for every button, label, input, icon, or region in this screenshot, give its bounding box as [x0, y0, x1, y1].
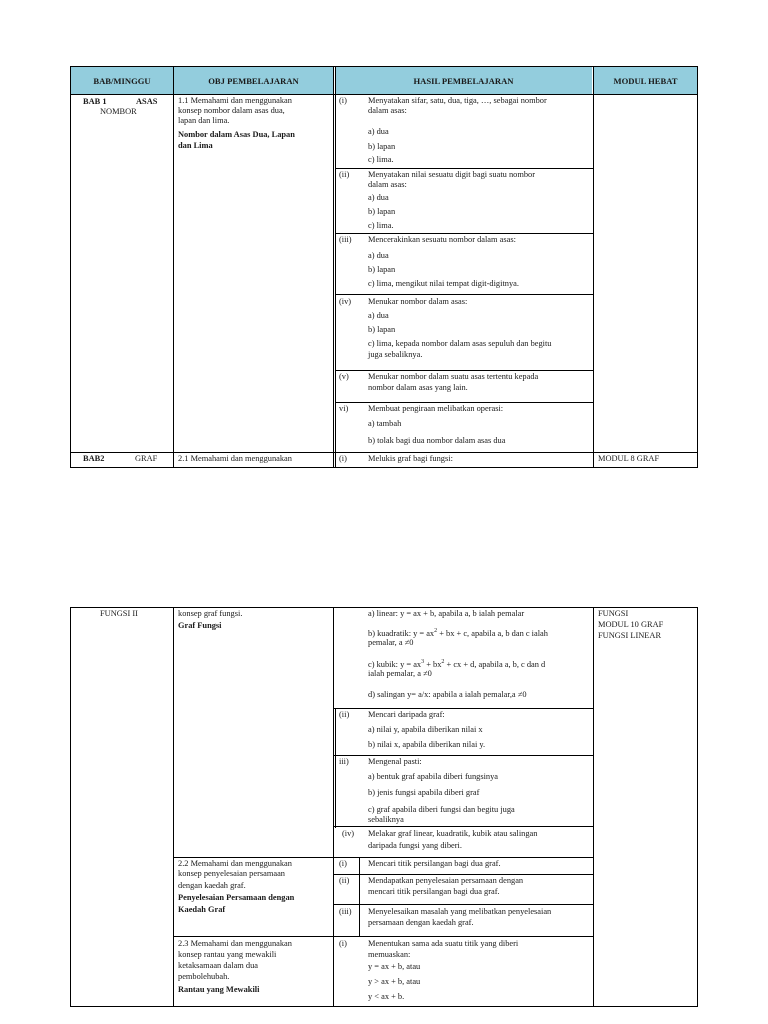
num-col-divider — [335, 708, 336, 828]
outcome-text: b) lapan — [368, 142, 396, 151]
table-border — [697, 66, 698, 468]
header-bab: BAB/MINGGU — [71, 67, 173, 94]
outcome-text: a) dua — [368, 127, 389, 136]
outcome-text: b) lapan — [368, 207, 396, 216]
obj-line: konsep penyelesaian persamaan — [178, 869, 285, 878]
outcome-text: c) lima, mengikut nilai tempat digit-digitnya. — [368, 279, 519, 288]
obj-line: konsep graf fungsi. — [178, 609, 243, 618]
obj-line: konsep rantau yang mewakili — [178, 950, 277, 959]
superscript: 3 — [421, 659, 425, 665]
outcome-number: vi) — [339, 404, 349, 413]
outcome-text: Melakar graf linear, kuadratik, kubik atau salingan — [368, 829, 538, 838]
obj-title: Graf Fungsi — [178, 621, 222, 630]
function-cubic: c) kubik: $y = ax^3 + bx^2$ + cx + d, apabila a, b, c dan d — [368, 659, 546, 669]
obj-title: Rantau yang Mewakili — [178, 985, 260, 994]
table-border — [70, 94, 698, 95]
bab-title: FUNGSI II — [100, 609, 138, 618]
outcome-text: b) nilai x, apabila diberikan nilai y. — [368, 740, 486, 749]
outcome-text: b) tolak bagi dua nombor dalam asas dua — [368, 436, 506, 445]
modul-text: MODUL 10 GRAF — [598, 620, 664, 629]
outcome-text: y > ax + b, atau — [368, 977, 421, 986]
outcome-number: (i) — [339, 454, 347, 463]
outcome-number: (i) — [339, 859, 347, 868]
outcome-text: Mencari titik persilangan bagi dua graf. — [368, 859, 501, 868]
table-border — [70, 467, 698, 468]
outcome-number: (ii) — [339, 710, 350, 719]
outcome-number: (v) — [339, 372, 349, 381]
row-divider — [333, 826, 593, 827]
header-hasil: HASIL PEMBELAJARAN — [335, 67, 592, 94]
bab-title: ASAS — [136, 97, 158, 106]
outcome-text: juga sebaliknya. — [368, 350, 423, 359]
table-border — [697, 607, 698, 1007]
outcome-text: y = ax + b, atau — [368, 962, 421, 971]
outcome-text: persamaan dengan kaedah graf. — [368, 918, 474, 927]
outcome-text: b) lapan — [368, 325, 396, 334]
outcome-text: a) dua — [368, 311, 389, 320]
outcome-number: (ii) — [339, 170, 350, 179]
header-modul: MODUL HEBAT — [594, 67, 697, 94]
outcome-text: Mencerakinkan sesuatu nombor dalam asas: — [368, 235, 516, 244]
row-divider — [335, 370, 593, 371]
table-border — [335, 66, 336, 468]
bab-title-2: NOMBOR — [100, 107, 137, 116]
outcome-text: y < ax + b. — [368, 992, 405, 1001]
outcome-text: Menyatakan nilai sesuatu digit bagi suatu nombor — [368, 170, 536, 179]
row-divider — [335, 294, 593, 295]
obj-line: lapan dan lima. — [178, 116, 230, 125]
table-border — [593, 66, 594, 468]
row-divider — [333, 755, 593, 756]
function-reciprocal: d) salingan y= a/x: apabila a ialah pemalar,a ≠0 — [368, 690, 527, 699]
obj-title: Kaedah Graf — [178, 905, 226, 914]
table-border — [70, 1006, 698, 1007]
row-divider — [173, 936, 593, 937]
superscript: 2 — [434, 628, 438, 634]
obj-line: 2.1 Memahami dan menggunakan — [178, 454, 292, 463]
function-quadratic-2: pemalar, a ≠0 — [368, 638, 414, 647]
row-divider — [335, 233, 593, 234]
modul-text: FUNGSI — [598, 609, 629, 618]
outcome-number: (iv) — [342, 829, 355, 838]
outcome-text: daripada fungsi yang diberi. — [368, 841, 462, 850]
outcome-text: b) jenis fungsi apabila diberi graf — [368, 788, 480, 797]
row-divider — [335, 168, 593, 169]
superscript: 2 — [441, 659, 445, 665]
table-border — [173, 607, 174, 1007]
obj-line: konsep nombor dalam asas dua, — [178, 106, 285, 115]
outcome-text: c) lima, kepada nombor dalam asas sepuluh dan begitu — [368, 339, 552, 348]
table-border — [593, 607, 594, 1007]
outcome-text: Menyelesaikan masalah yang melibatkan penyelesaian — [368, 907, 552, 916]
table-border — [70, 452, 698, 453]
outcome-text: sebaliknya — [368, 815, 404, 824]
function-linear: a) linear: y = ax + b, apabila a, b ialah pemalar — [368, 609, 525, 618]
outcome-text: Mendapatkan penyelesaian persamaan dengan — [368, 876, 524, 885]
table-border — [333, 607, 334, 1007]
outcome-text: dalam asas: — [368, 180, 407, 189]
row-divider — [335, 402, 593, 403]
outcome-text: Menukar nombor dalam suatu asas tertentu kepada — [368, 372, 539, 381]
outcome-text: a) tambah — [368, 419, 402, 428]
num-col-divider — [359, 857, 360, 937]
outcome-text: Menentukan sama ada suatu titik yang diberi — [368, 939, 519, 948]
outcome-text: memuaskan: — [368, 950, 411, 959]
function-cubic-2: ialah pemalar, a ≠0 — [368, 669, 432, 678]
outcome-text: Mengenal pasti: — [368, 757, 422, 766]
table-border — [70, 66, 698, 67]
obj-line: 1.1 Memahami dan menggunakan — [178, 96, 292, 105]
outcome-text: Membuat pengiraan melibatkan operasi: — [368, 404, 504, 413]
outcome-text: Mencari daripada graf: — [368, 710, 445, 719]
outcome-text: c) lima. — [368, 155, 394, 164]
obj-line: pembolehubah. — [178, 972, 230, 981]
row-divider — [333, 874, 593, 875]
outcome-text: c) graf apabila diberi fungsi dan begitu juga — [368, 805, 515, 814]
obj-title: Penyelesaian Persamaan dengan — [178, 893, 295, 902]
outcome-text: c) lima. — [368, 221, 394, 230]
bab-number: BAB 1 — [83, 97, 107, 106]
obj-title: dan Lima — [178, 141, 213, 150]
outcome-number: (i) — [339, 939, 347, 948]
outcome-number: (iv) — [339, 297, 352, 306]
outcome-text: nombor dalam asas yang lain. — [368, 383, 468, 392]
outcome-text: mencari titik persilangan bagi dua graf. — [368, 887, 500, 896]
outcome-text: a) dua — [368, 193, 389, 202]
table-border — [333, 66, 334, 468]
table-border — [70, 607, 71, 1007]
obj-line: 2.3 Memahami dan menggunakan — [178, 939, 292, 948]
outcome-text: Melukis graf bagi fungsi: — [368, 454, 453, 463]
table-border — [70, 66, 71, 468]
outcome-text: a) dua — [368, 251, 389, 260]
bab-number: BAB2 — [83, 454, 105, 463]
outcome-number: (i) — [339, 96, 347, 105]
table-border — [173, 66, 174, 468]
outcome-text: a) bentuk graf apabila diberi fungsinya — [368, 772, 498, 781]
row-divider — [333, 904, 593, 905]
modul-text: FUNGSI LINEAR — [598, 631, 662, 640]
obj-title: Nombor dalam Asas Dua, Lapan — [178, 130, 295, 139]
row-divider — [173, 857, 593, 858]
row-divider — [333, 708, 593, 709]
obj-line: 2.2 Memahami dan menggunakan — [178, 859, 292, 868]
outcome-number: (iii) — [339, 907, 352, 916]
bab-title: GRAF — [135, 454, 158, 463]
outcome-text: Menyatakan sifar, satu, dua, tiga, …, sebagai nombor — [368, 96, 547, 105]
table-border — [70, 607, 698, 608]
modul-text: MODUL 8 GRAF — [598, 454, 660, 463]
outcome-text: dalam asas: — [368, 106, 407, 115]
outcome-text: a) nilai y, apabila diberikan nilai x — [368, 725, 483, 734]
function-quadratic: b) kuadratik: $y = ax^2$ + bx + c, apabila a, b dan c ialah — [368, 628, 548, 638]
outcome-number: (ii) — [339, 876, 350, 885]
obj-line: ketaksamaan dalam dua — [178, 961, 258, 970]
outcome-text: b) lapan — [368, 265, 396, 274]
outcome-text: Menukar nombor dalam asas: — [368, 297, 468, 306]
header-obj: OBJ PEMBELAJARAN — [174, 67, 333, 94]
outcome-number: (iii) — [339, 235, 352, 244]
outcome-number: iii) — [339, 757, 349, 766]
obj-line: dengan kaedah graf. — [178, 881, 246, 890]
